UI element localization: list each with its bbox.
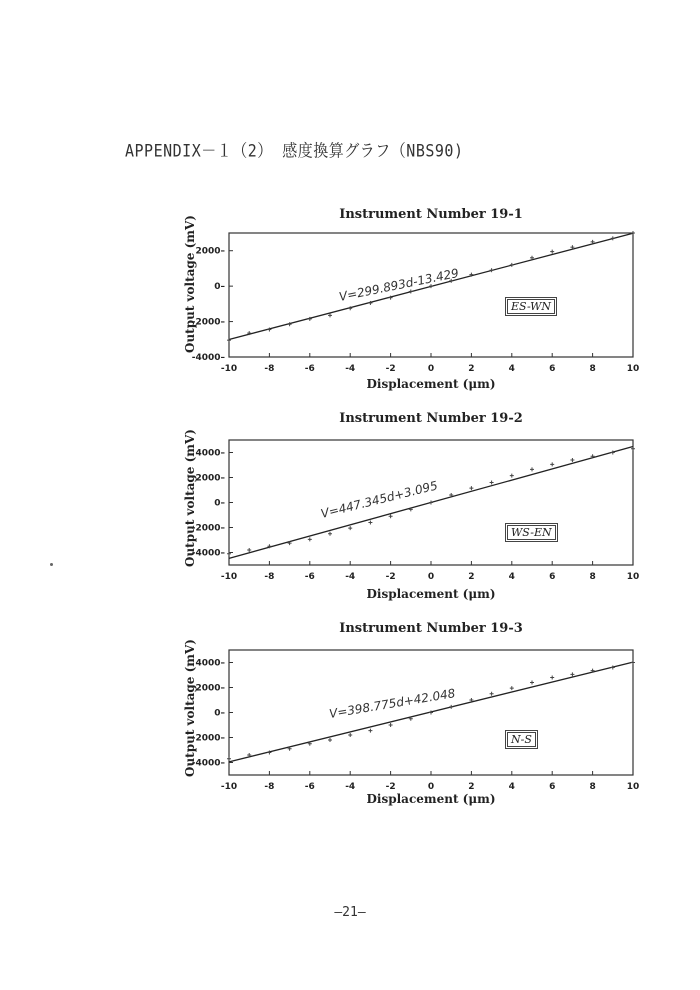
- data-point: [631, 231, 635, 235]
- y-tick-label: -2000–: [191, 523, 225, 534]
- data-point: [550, 676, 554, 680]
- orientation-label: WS-EN: [507, 525, 556, 540]
- y-tick-label: -4000–: [191, 353, 225, 363]
- data-point: [510, 263, 514, 267]
- chart-plot: [0, 405, 700, 615]
- x-tick-label: 6: [549, 572, 556, 582]
- data-point: [490, 692, 494, 696]
- x-tick-label: -2: [385, 782, 396, 792]
- data-point: [227, 757, 231, 761]
- y-axis-label: Output voltage (mV): [183, 215, 197, 353]
- x-tick-label: 2: [468, 364, 475, 374]
- plot-frame: [229, 233, 633, 357]
- data-point: [490, 481, 494, 485]
- chart-title: Instrument Number 19-1: [339, 207, 523, 222]
- chart-instrument-19-2: [0, 405, 700, 615]
- scan-speck: [50, 563, 53, 566]
- y-tick-label: -4000–: [191, 758, 225, 769]
- x-tick-label: 10: [626, 364, 640, 374]
- y-tick-label: 0–: [214, 498, 225, 509]
- x-tick-label: -6: [304, 364, 315, 374]
- data-point: [328, 738, 332, 742]
- x-tick-label: -2: [385, 572, 396, 582]
- x-tick-label: 6: [549, 364, 556, 374]
- chart-instrument-19-3: [0, 615, 700, 825]
- page-number: —21—: [334, 905, 366, 920]
- data-point: [510, 474, 514, 478]
- x-tick-label: 2: [468, 572, 475, 582]
- x-tick-label: 6: [549, 782, 556, 792]
- data-point: [550, 462, 554, 466]
- page-heading: APPENDIX－１（2） 感度換算グラフ（NBS90): [125, 140, 464, 161]
- x-tick-label: -8: [264, 364, 275, 374]
- y-tick-label: 4000–: [195, 658, 225, 669]
- data-point: [611, 236, 615, 240]
- x-tick-label: -8: [264, 572, 275, 582]
- data-point: [247, 548, 251, 552]
- x-tick-label: -6: [304, 572, 315, 582]
- x-tick-label: -4: [345, 364, 356, 374]
- orientation-label: N-S: [507, 732, 536, 747]
- x-tick-label: 8: [589, 364, 596, 374]
- x-tick-label: -10: [220, 572, 238, 582]
- y-tick-label: -4000–: [191, 548, 225, 559]
- data-point: [570, 672, 574, 676]
- x-axis-label: Displacement (μm): [366, 587, 496, 601]
- y-tick-label: 0–: [214, 708, 225, 719]
- x-tick-label: -6: [304, 782, 315, 792]
- data-point: [570, 458, 574, 462]
- x-tick-label: 4: [508, 364, 515, 374]
- data-point: [308, 537, 312, 541]
- x-tick-label: 10: [626, 572, 640, 582]
- orientation-label: ES-WN: [507, 299, 555, 314]
- x-tick-label: 0: [427, 364, 435, 374]
- data-point: [469, 486, 473, 490]
- y-tick-label: -2000–: [191, 733, 225, 744]
- y-axis-label: Output voltage (mV): [183, 429, 197, 567]
- x-tick-label: 0: [427, 782, 435, 792]
- data-point: [368, 521, 372, 525]
- data-point: [409, 289, 413, 293]
- data-point: [530, 467, 534, 471]
- data-point: [389, 514, 393, 518]
- data-point: [631, 661, 635, 665]
- data-point: [429, 501, 433, 505]
- data-point: [490, 268, 494, 272]
- data-point: [550, 250, 554, 254]
- x-tick-label: 8: [589, 572, 596, 582]
- data-point: [328, 532, 332, 536]
- x-tick-label: -10: [220, 782, 238, 792]
- fit-equation: V=299.893d-13.429: [337, 265, 460, 304]
- data-point: [510, 686, 514, 690]
- y-tick-label: 2000–: [195, 473, 225, 484]
- fit-equation: V=398.775d+42.048: [328, 686, 457, 721]
- chart-title: Instrument Number 19-2: [339, 411, 523, 426]
- y-tick-label: 0–: [214, 282, 225, 293]
- fit-equation: V=447.345d+3.095: [319, 478, 440, 521]
- x-tick-label: 4: [508, 782, 515, 792]
- chart-instrument-19-1: [0, 200, 700, 410]
- y-axis-label: Output voltage (mV): [183, 639, 197, 777]
- x-tick-label: 0: [427, 572, 435, 582]
- data-point: [449, 705, 453, 709]
- chart-title: Instrument Number 19-3: [339, 621, 523, 636]
- x-tick-label: -2: [385, 364, 396, 374]
- x-tick-label: -10: [220, 364, 238, 374]
- x-tick-label: -8: [264, 782, 275, 792]
- data-point: [368, 729, 372, 733]
- data-point: [389, 723, 393, 727]
- x-tick-label: 2: [468, 782, 475, 792]
- x-tick-label: -4: [345, 782, 356, 792]
- x-axis-label: Displacement (μm): [366, 377, 496, 391]
- data-point: [530, 681, 534, 685]
- x-tick-label: -4: [345, 572, 356, 582]
- y-tick-label: 2000–: [195, 683, 225, 694]
- y-tick-label: -2000–: [191, 317, 225, 328]
- data-point: [348, 526, 352, 530]
- data-point: [348, 733, 352, 737]
- x-tick-label: 10: [626, 782, 640, 792]
- y-tick-label: 2000–: [195, 246, 225, 257]
- x-tick-label: 4: [508, 572, 515, 582]
- x-tick-label: 8: [589, 782, 596, 792]
- y-tick-label: 4000–: [195, 448, 225, 459]
- x-axis-label: Displacement (μm): [366, 792, 496, 806]
